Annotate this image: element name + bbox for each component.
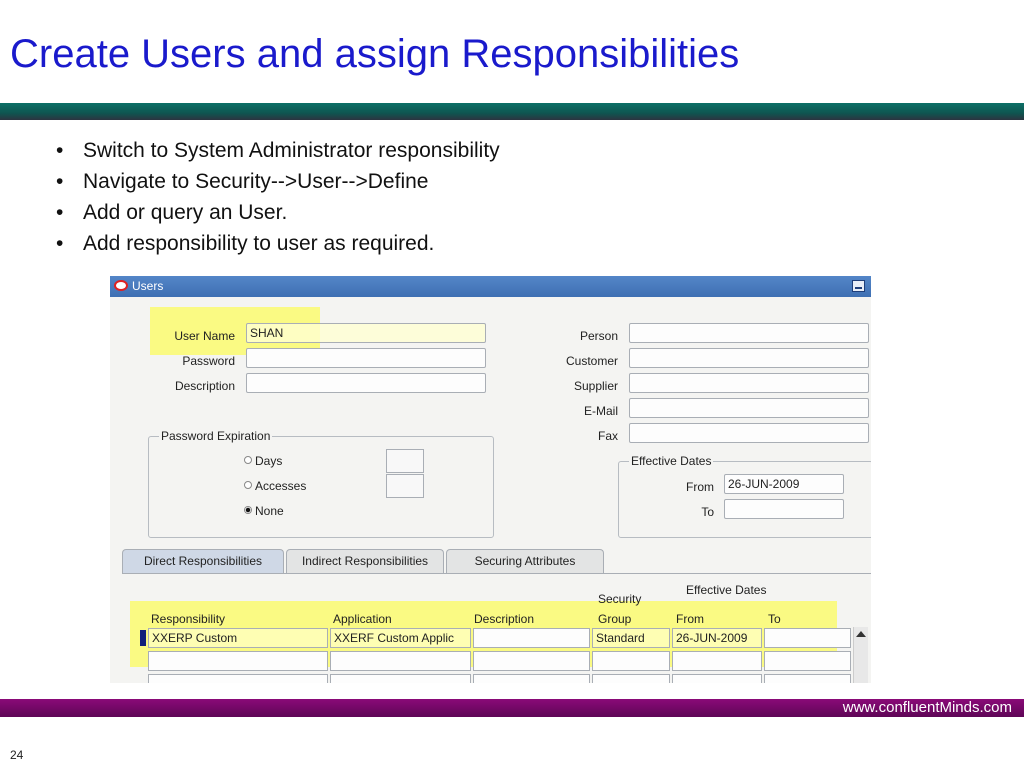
- top-band: [0, 103, 1024, 120]
- column-header-to: To: [768, 612, 781, 626]
- person-label: Person: [579, 329, 618, 343]
- radio-circle-icon: [244, 456, 252, 464]
- fax-label: Fax: [597, 429, 618, 443]
- bullet-item: • Add or query an User.: [56, 201, 288, 224]
- radio-none[interactable]: None: [244, 504, 284, 518]
- page-number: 24: [10, 748, 24, 762]
- column-header-application: Application: [333, 612, 392, 626]
- radio-selected-icon: [244, 506, 252, 514]
- security-group-header-top: Security: [598, 592, 642, 606]
- empty-cell[interactable]: [672, 651, 762, 671]
- email-label: E-Mail: [583, 404, 618, 418]
- tab-securing-attributes[interactable]: Securing Attributes: [446, 549, 604, 573]
- empty-cell[interactable]: [672, 674, 762, 683]
- user-name-label: User Name: [174, 329, 235, 343]
- from-label: From: [686, 480, 714, 494]
- bullet-item: • Switch to System Administrator responsibility: [56, 139, 500, 162]
- password-label: Password: [182, 354, 235, 368]
- bullet-item: • Add responsibility to user as required.: [56, 232, 435, 255]
- bullet-list: [56, 138, 500, 262]
- description-field[interactable]: [246, 373, 486, 393]
- oracle-logo-icon: [114, 280, 128, 291]
- customer-label: Customer: [565, 354, 618, 368]
- password-expiration-title: Password Expiration: [161, 429, 271, 443]
- slide-title: Create Users and assign Responsibilities: [10, 32, 740, 76]
- person-field[interactable]: [629, 323, 869, 343]
- tab-direct-responsibilities[interactable]: Direct Responsibilities: [122, 549, 284, 574]
- tab-indirect-responsibilities[interactable]: Indirect Responsibilities: [286, 549, 444, 573]
- empty-cell[interactable]: [764, 651, 851, 671]
- empty-cell[interactable]: [473, 674, 590, 683]
- description-label: Description: [174, 379, 235, 393]
- customer-field[interactable]: [629, 348, 869, 368]
- password-field[interactable]: [246, 348, 486, 368]
- description-cell[interactable]: [473, 628, 590, 648]
- to-date-field[interactable]: [724, 499, 844, 519]
- scroll-up-icon[interactable]: [856, 631, 866, 637]
- column-header-security-group: Group: [598, 612, 632, 626]
- footer-url: www.confluentMinds.com: [842, 699, 1012, 716]
- grid-scrollbar[interactable]: [853, 627, 868, 683]
- empty-cell[interactable]: [148, 651, 328, 671]
- empty-cell[interactable]: [764, 674, 851, 683]
- window-title: Users: [132, 279, 164, 293]
- supplier-label: Supplier: [573, 379, 618, 393]
- window-title-bar: [110, 276, 871, 297]
- users-form-screenshot: [110, 276, 871, 683]
- email-field[interactable]: [629, 398, 869, 418]
- column-header-description: Description: [474, 612, 535, 626]
- empty-cell[interactable]: [330, 651, 471, 671]
- application-cell[interactable]: XXERF Custom Applic: [330, 628, 471, 648]
- empty-cell[interactable]: [330, 674, 471, 683]
- to-label: To: [701, 505, 714, 519]
- window-minimize-icon[interactable]: [852, 280, 865, 292]
- row-cursor-indicator: [140, 630, 146, 646]
- radio-days[interactable]: Days: [244, 454, 282, 468]
- fax-field[interactable]: [629, 423, 869, 443]
- password-expiration-group: [148, 429, 494, 538]
- responsibility-cell[interactable]: XXERP Custom: [148, 628, 328, 648]
- supplier-field[interactable]: [629, 373, 869, 393]
- bullet-item: • Navigate to Security-->User-->Define: [56, 170, 429, 193]
- empty-cell[interactable]: [592, 651, 670, 671]
- effective-dates-title: Effective Dates: [631, 454, 712, 468]
- accesses-field[interactable]: [386, 474, 424, 498]
- radio-circle-icon: [244, 481, 252, 489]
- user-name-field[interactable]: SHAN: [246, 323, 486, 343]
- radio-accesses[interactable]: Accesses: [244, 479, 306, 493]
- from-date-cell[interactable]: 26-JUN-2009: [672, 628, 762, 648]
- days-field[interactable]: [386, 449, 424, 473]
- empty-cell[interactable]: [148, 674, 328, 683]
- column-header-from: From: [676, 612, 704, 626]
- from-date-field[interactable]: 26-JUN-2009: [724, 474, 844, 494]
- security-group-cell[interactable]: Standard: [592, 628, 670, 648]
- to-date-cell[interactable]: [764, 628, 851, 648]
- effective-dates-column-group: Effective Dates: [686, 583, 767, 597]
- empty-cell[interactable]: [592, 674, 670, 683]
- column-header-responsibility: Responsibility: [151, 612, 226, 626]
- empty-cell[interactable]: [473, 651, 590, 671]
